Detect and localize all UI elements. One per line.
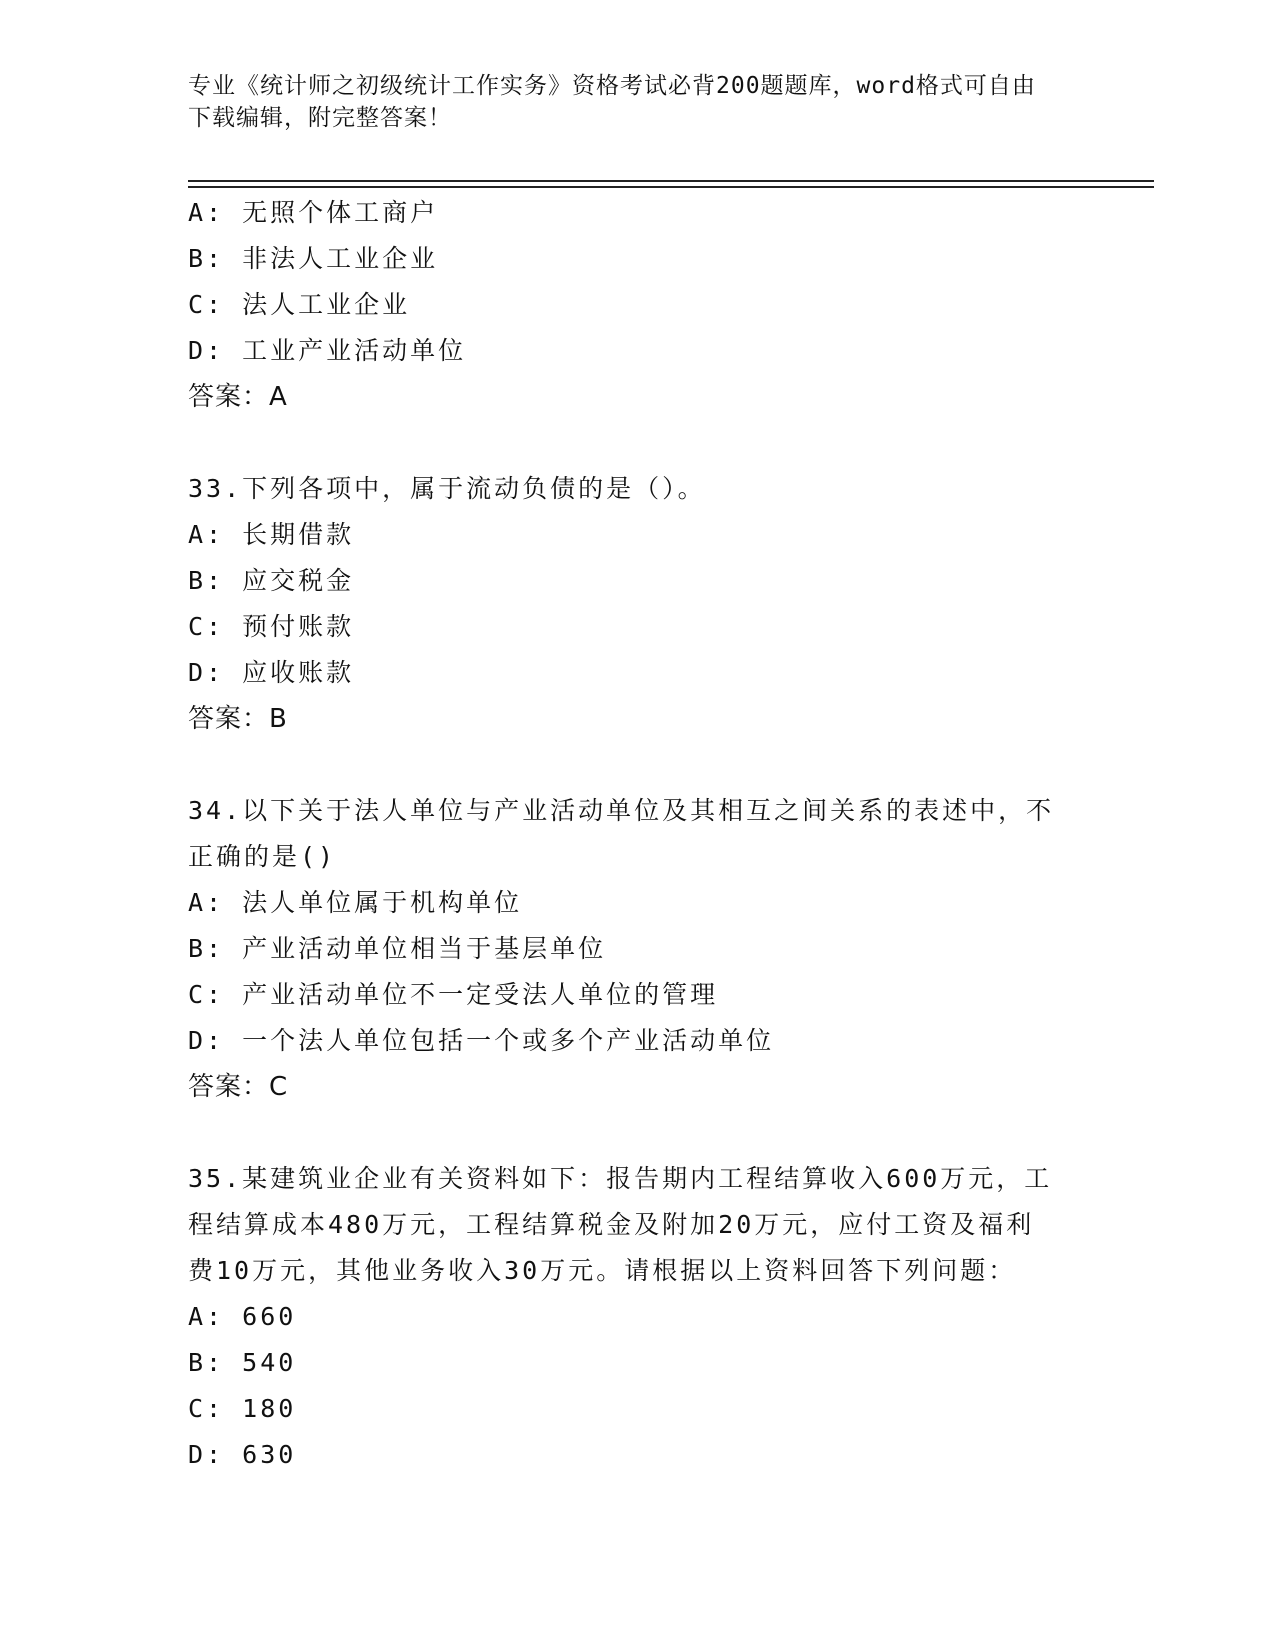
answer-line: 答案：C [188,1072,289,1102]
question-stem: 33.下列各项中，属于流动负债的是（）。 [188,474,706,503]
option-b: B: 产业活动单位相当于基层单位 [188,934,607,963]
option-d: D: 应收账款 [188,658,355,687]
option-b: B: 应交税金 [188,566,355,595]
question-list [188,190,1088,1478]
document-header [188,70,1088,134]
option-c: C: 产业活动单位不一定受法人单位的管理 [188,980,719,1009]
option-a: A: 长期借款 [188,520,355,549]
question-stem-line-1: 35.某建筑业企业有关资料如下：报告期内工程结算收入600万元，工 [188,1164,1053,1193]
question-34 [188,788,1088,1110]
question-stem-line-2: 程结算成本480万元，工程结算税金及附加20万元，应付工资及福利 [188,1210,1035,1239]
option-d: D: 一个法人单位包括一个或多个产业活动单位 [188,1026,775,1055]
option-a: A: 法人单位属于机构单位 [188,888,523,917]
header-divider-bottom [188,186,1154,188]
question-stem-line-1: 34.以下关于法人单位与产业活动单位及其相互之间关系的表述中，不 [188,796,1055,825]
answer-line: 答案：B [188,704,288,734]
option-c: C: 法人工业企业 [188,290,411,319]
option-d: D: 630 [188,1440,297,1469]
option-d: D: 工业产业活动单位 [188,336,467,365]
answer-line: 答案：A [188,382,288,412]
header-divider-top [188,180,1154,182]
header-line-1: 专业《统计师之初级统计工作实务》资格考试必背200题题库，word格式可自由 [188,73,1036,99]
option-b: B: 540 [188,1348,297,1377]
question-33 [188,466,1088,742]
question-32 [188,190,1088,420]
question-stem-line-2: 正确的是() [188,842,337,871]
option-a: A: 660 [188,1302,297,1331]
option-c: C: 180 [188,1394,297,1423]
option-a: A: 无照个体工商户 [188,198,439,227]
question-35 [188,1156,1088,1478]
option-b: B: 非法人工业企业 [188,244,439,273]
spacer [188,742,1088,788]
option-c: C: 预付账款 [188,612,355,641]
header-line-2: 下载编辑，附完整答案！ [188,105,452,131]
spacer [188,1110,1088,1156]
spacer [188,420,1088,466]
question-stem-line-3: 费10万元，其他业务收入30万元。请根据以上资料回答下列问题： [188,1256,1017,1285]
